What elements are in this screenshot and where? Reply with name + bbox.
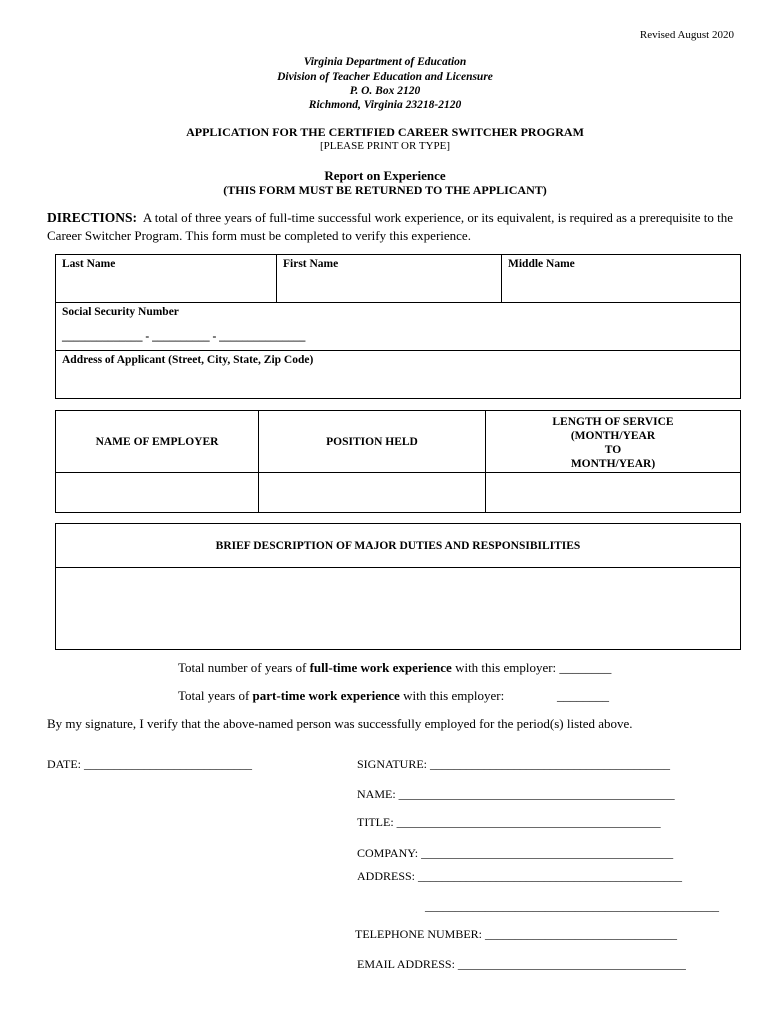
report-title: Report on Experience (324, 168, 446, 183)
employer-field[interactable] (56, 473, 259, 513)
position-header: POSITION HELD (259, 411, 486, 473)
part-time-prefix: Total years of (178, 688, 253, 703)
duties-header: BRIEF DESCRIPTION OF MAJOR DUTIES AND RESPONSIBILITIES (56, 524, 741, 568)
address-cell[interactable] (56, 351, 741, 399)
company-field[interactable]: COMPANY: __________________________________________ (357, 846, 674, 860)
title-field[interactable]: TITLE: ____________________________________________ (357, 815, 661, 829)
header-line-4: Richmond, Virginia 23218-2120 (308, 99, 462, 111)
first-name-label: First Name (283, 258, 339, 270)
last-name-label: Last Name (62, 258, 116, 270)
applicant-info-table (55, 254, 741, 399)
part-time-suffix: with this employer: (399, 688, 505, 703)
employer-header: NAME OF EMPLOYER (56, 411, 259, 473)
signature-field[interactable]: SIGNATURE: ________________________________________ (357, 757, 671, 771)
length-line-1: LENGTH OF SERVICE (552, 415, 674, 428)
name-field[interactable]: NAME: ______________________________________________ (357, 787, 675, 801)
duties-table (55, 523, 741, 650)
header-line-2: Division of Teacher Education and Licensure (277, 71, 493, 83)
length-field[interactable] (486, 473, 741, 513)
full-time-total (178, 660, 611, 676)
full-time-bold: full-time work experience (309, 660, 452, 675)
part-time-total (178, 688, 504, 704)
part-time-bold: part-time work experience (252, 688, 400, 703)
form-title: APPLICATION FOR THE CERTIFIED CAREER SWITCHER PROGRAM (186, 125, 584, 139)
header-line-3: P. O. Box 2120 (349, 85, 421, 97)
full-time-suffix: with this employer: ________ (451, 660, 612, 675)
address-line-2-field[interactable]: _________________________________________________ (425, 899, 719, 913)
full-time-prefix: Total number of years of (178, 660, 310, 675)
length-header (486, 411, 741, 473)
address-label: Address of Applicant (Street, City, State, Zip Code) (62, 354, 314, 366)
telephone-field[interactable]: TELEPHONE NUMBER: ________________________________ (355, 927, 677, 941)
first-name-cell[interactable] (277, 255, 502, 303)
ssn-blank: ______________ - __________ - _______________ (62, 331, 306, 343)
length-line-4: MONTH/YEAR) (570, 457, 656, 470)
address-field[interactable]: ADDRESS: ____________________________________________ (357, 869, 683, 883)
employment-table (55, 410, 741, 513)
revision-date: Revised August 2020 (639, 29, 734, 41)
header-line-1: Virginia Department of Education (303, 56, 467, 68)
directions-label: DIRECTIONS: (47, 210, 138, 225)
directions (47, 209, 737, 245)
ssn-cell[interactable] (56, 303, 741, 351)
middle-name-cell[interactable] (502, 255, 741, 303)
middle-name-label: Middle Name (508, 258, 575, 270)
form-subtitle: [PLEASE PRINT OR TYPE] (319, 140, 451, 152)
report-note: (THIS FORM MUST BE RETURNED TO THE APPLICANT) (223, 183, 547, 197)
length-line-2: (MONTH/YEAR (570, 429, 656, 442)
directions-text: A total of three years of full-time successful work experience, or its equivalent, is required as a prerequisite to the Career Switcher Program. This form must be completed to verify this experience. (47, 210, 734, 243)
duties-field[interactable] (56, 568, 741, 650)
position-field[interactable] (259, 473, 486, 513)
last-name-cell[interactable] (56, 255, 277, 303)
date-field[interactable]: DATE: ____________________________ (47, 757, 252, 771)
email-field[interactable]: EMAIL ADDRESS: ______________________________________ (357, 957, 686, 971)
verify-statement: By my signature, I verify that the above-named person was successfully employed for the period(s) listed above. (47, 716, 633, 731)
ssn-label: Social Security Number (62, 306, 179, 318)
length-line-3: TO (604, 443, 622, 456)
part-time-blank[interactable]: ________ (557, 688, 609, 703)
